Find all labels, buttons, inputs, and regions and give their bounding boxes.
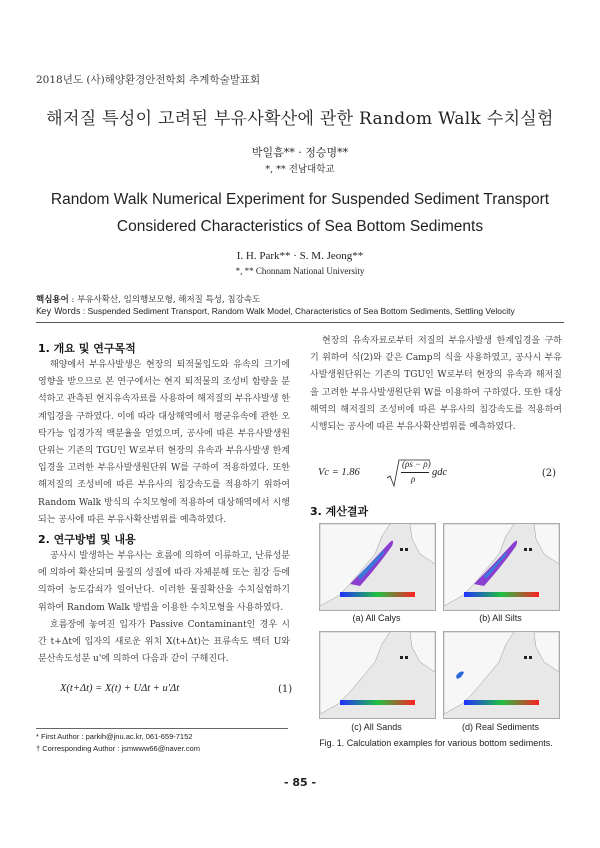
footnote-corresponding-author: † Corresponding Author : jsmwww66@naver.com — [36, 744, 200, 753]
section-divider — [36, 322, 564, 323]
authors-korean: 박일흠** · 정승명** — [251, 146, 349, 159]
section1-paragraph: 해양에서 부유사발생은 현장의 퇴적물입도와 유속의 크기에 영향을 받으므로 본 연구에서는 현지 퇴적물의 조성비 함량을 분석하고 관측된 현지유속자료를 사용하여 해저질의 부유사발생 한계입경을 구하였다. 이에 따라 대상해역에서 평균유속에 관한 오탁가능 입경가적 백분율을 얻었으며, 공사에 따른 부유사발생원단위는 기존의 TGU인 W로부터 현장의 유속과 부유사발생 한계입경을 고려한 부유사발생원단위 W를 구하여 적용하였다. 또한 해저질의 조성비에 따른 부유사의 침강속도를 적용하기 위하여 Random Walk 방식의 수치모형에 적용하여 대상해역에서 시행되는 공사에 따른 부유사확산범위를 예측하였다. — [38, 360, 290, 525]
equation-2-fraction-bar — [401, 472, 429, 473]
authors-english: I. H. Park** · S. M. Jeong** — [236, 250, 364, 262]
keywords-korean-label: 핵심용어 — [36, 295, 69, 305]
figure-panel-b — [443, 523, 560, 611]
equation-2 — [318, 458, 558, 490]
conference-header: 2018년도 (사)해양환경안전학회 추계학술발표회 — [36, 74, 261, 86]
equation-1-number: (1) — [278, 684, 293, 695]
equation-2-numerator: (ρs − ρ) — [402, 459, 431, 469]
equation-2-denominator: ρ — [411, 474, 416, 484]
affiliation-english: *, ** Chonnam National University — [235, 266, 365, 276]
right-paragraph: 현장의 유속자료로부터 저질의 부유사발생 한계입경을 구하기 위하여 식(2)와 같은 Camp의 식을 사용하였고, 공사시 부유사발생원단위는 기존의 TGU인 W로부터 현장의 유속과 해저질을 고려한 부유사발생원단위 W를 이용하여 구하였다. 또한 대상해역의 해저질의 조성비에 따른 부유사의 침강속도를 적용하여 시행되는 공사에 따른 부유사확산범위를 예측하였다. — [310, 336, 562, 433]
figure-panel-d — [443, 631, 560, 719]
keywords-korean-text: : 부유사확산, 임의행보모형, 해저질 특성, 침강속도 — [68, 295, 261, 305]
section2-paragraph1: 공사시 발생하는 부유사는 흐름에 의하여 이류하고, 난류성분에 의하여 확산되며 물질의 성질에 따라 자체분해 또는 침강 등에 의하여 농도감쇠가 일어난다. 이러한 물질확산을 수치실험하기 위하여 Random Walk 방법을 이용한 수치모형을 사용하였다. — [38, 551, 290, 613]
figure-panel-c — [319, 631, 436, 719]
caption-c: (c) All Sands — [351, 722, 402, 732]
affiliation-korean: *, ** 전남대학교 — [265, 164, 335, 175]
section1-heading: 1. 개요 및 연구목적 — [38, 342, 136, 355]
caption-b: (b) All Silts — [479, 613, 522, 623]
caption-d: (d) Real Sediments — [461, 722, 540, 732]
section1-body — [38, 357, 290, 529]
keywords-korean — [36, 293, 576, 305]
right-column-body — [310, 333, 562, 436]
title-english — [0, 186, 600, 240]
footnote-first-author: * First Author : parkih@jnu.ac.kr, 061-659-7152 — [36, 732, 193, 741]
equation-2-rhs: gdc — [432, 467, 448, 478]
title-english-line1: Random Walk Numerical Experiment for Suspended Sediment Transport — [50, 191, 550, 208]
section3-heading: 3. 계산결과 — [310, 505, 369, 518]
equation-2-number: (2) — [541, 468, 556, 479]
figure-caption: Fig. 1. Calculation examples for various bottom sediments. — [319, 738, 553, 748]
title-korean: 해저질 특성이 고려된 부유사확산에 관한 Random Walk 수치실험 — [46, 109, 554, 129]
title-english-line2: Considered Characteristics of Sea Bottom Sediments — [116, 218, 484, 235]
page-number: - 85 - — [283, 776, 317, 789]
keywords-english-text: : Suspended Sediment Transport, Random Walk Model, Characteristics of Sea Bottom Sediments, Settling Velocity — [80, 306, 515, 316]
section2-heading: 2. 연구방법 및 내용 — [38, 533, 136, 546]
equation-2-lhs: Vc = 1.86 — [318, 467, 360, 478]
section2-body — [38, 548, 290, 668]
footnote-divider — [36, 728, 288, 729]
figure-panel-a — [319, 523, 436, 611]
section2-paragraph2: 흐름장에 놓여진 입자가 Passive Contaminant인 경우 시간 t+Δt에 입자의 새로운 위치 X(t+Δt)는 표류속도 벡터 U와 분산속도성분 u'에 의하여 다음과 같이 구해진다. — [38, 619, 290, 665]
keywords-english — [36, 306, 576, 317]
keywords-english-label: Key Words — [36, 307, 81, 317]
caption-a: (a) All Calys — [352, 613, 401, 623]
equation-1: X(t+Δt) = X(t) + UΔt + u′Δt — [60, 683, 180, 694]
